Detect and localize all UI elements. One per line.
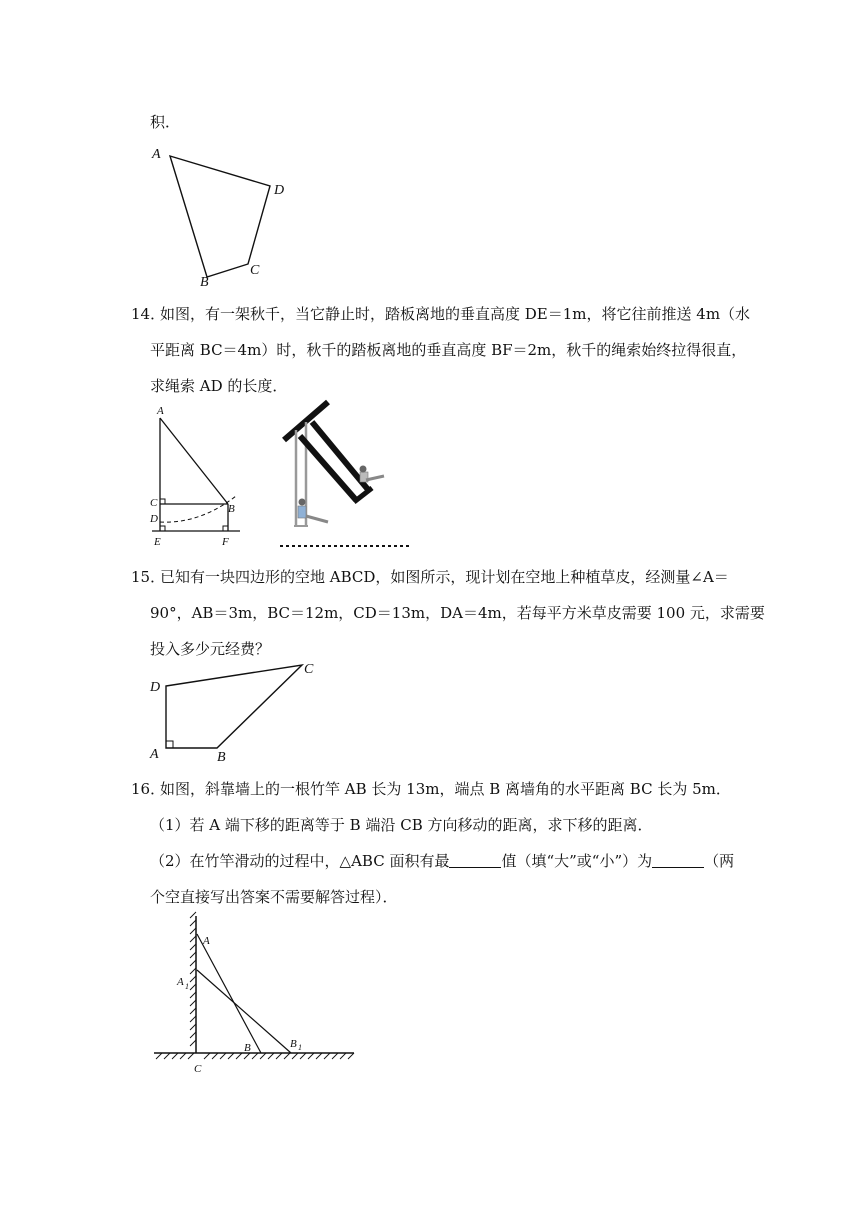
label-a1-subscript: 1: [185, 982, 189, 991]
answer-blank-1[interactable]: [449, 853, 501, 868]
label-d: D: [150, 680, 161, 695]
label-b: B: [200, 275, 209, 290]
prev-question-tail: 积．: [150, 113, 181, 131]
quadrilateral-abcd: [166, 665, 302, 748]
question-15-number: 15．: [131, 568, 166, 586]
question-16-number: 16．: [131, 780, 166, 798]
swing-illustration: [276, 396, 416, 552]
question-15-line-3: 投入多少元经费？: [150, 640, 271, 658]
question-16-line-1: 如图，斜靠墙上的一根竹竿 AB 长为 13m，端点 B 离墙角的水平距离 BC 长为 5m．: [160, 780, 731, 798]
label-b1: B: [290, 1038, 297, 1050]
ladder-wall-figure: [150, 912, 360, 1082]
label-d: D: [274, 183, 285, 198]
question-16-line-3: [150, 851, 734, 871]
answer-blank-2[interactable]: [652, 853, 704, 868]
question-16-line-4: 个空直接写出答案不需要解答过程）．: [150, 888, 398, 906]
question-14-line-1: 如图，有一架秋千，当它静止时，踏板离地的垂直高度 DE＝1m，将它往前推送 4m（水: [160, 305, 751, 323]
pole-a1b1: [197, 970, 291, 1053]
question-14-line-2: 平距离 BC＝4m）时，秋千的踏板离地的垂直高度 BF＝2m，秋千的绳索始终拉得很直，: [150, 341, 747, 359]
question-14-line-3: 求绳索 AD 的长度．: [150, 377, 288, 395]
quadrilateral-figure-15: [140, 655, 330, 765]
label-a1: A: [177, 976, 184, 988]
label-a: A: [150, 747, 159, 762]
label-c: C: [304, 662, 314, 677]
label-a: A: [152, 147, 161, 162]
question-16-line-2: （1）若 A 端下移的距离等于 B 端沿 CB 方向移动的距离，求下移的距离．: [150, 816, 653, 834]
label-b1-subscript: 1: [298, 1043, 302, 1052]
quadrilateral-figure-13: [140, 140, 300, 290]
label-b: B: [228, 503, 235, 515]
label-e: E: [154, 536, 161, 548]
question-14-number: 14．: [131, 305, 166, 323]
question-16-part-2-text-b: 值（填“大”或“小”）为: [501, 852, 653, 870]
label-c: C: [250, 263, 260, 278]
question-16-part-2-text-a: （2）在竹竿滑动的过程中，△ABC 面积有最: [150, 852, 450, 870]
label-c: C: [150, 497, 158, 509]
quadrilateral-abcd: [170, 156, 270, 277]
question-16-part-2-text-c: （两: [704, 852, 735, 870]
label-d: D: [150, 513, 158, 525]
label-a: A: [157, 405, 164, 417]
label-b: B: [217, 750, 226, 765]
question-15-line-1: 已知有一块四边形的空地 ABCD，如图所示，现计划在空地上种植草皮，经测量∠A＝: [160, 568, 729, 586]
label-f: F: [222, 536, 229, 548]
label-a: A: [203, 935, 210, 947]
question-15-line-2: 90°，AB＝3m，BC＝12m，CD＝13m，DA＝4m，若每平方米草皮需要 100 元，求需要: [150, 604, 765, 622]
pole-ab: [197, 934, 261, 1053]
label-c: C: [194, 1063, 202, 1075]
swing-geometry-figure: [140, 400, 250, 550]
label-b: B: [244, 1042, 251, 1054]
